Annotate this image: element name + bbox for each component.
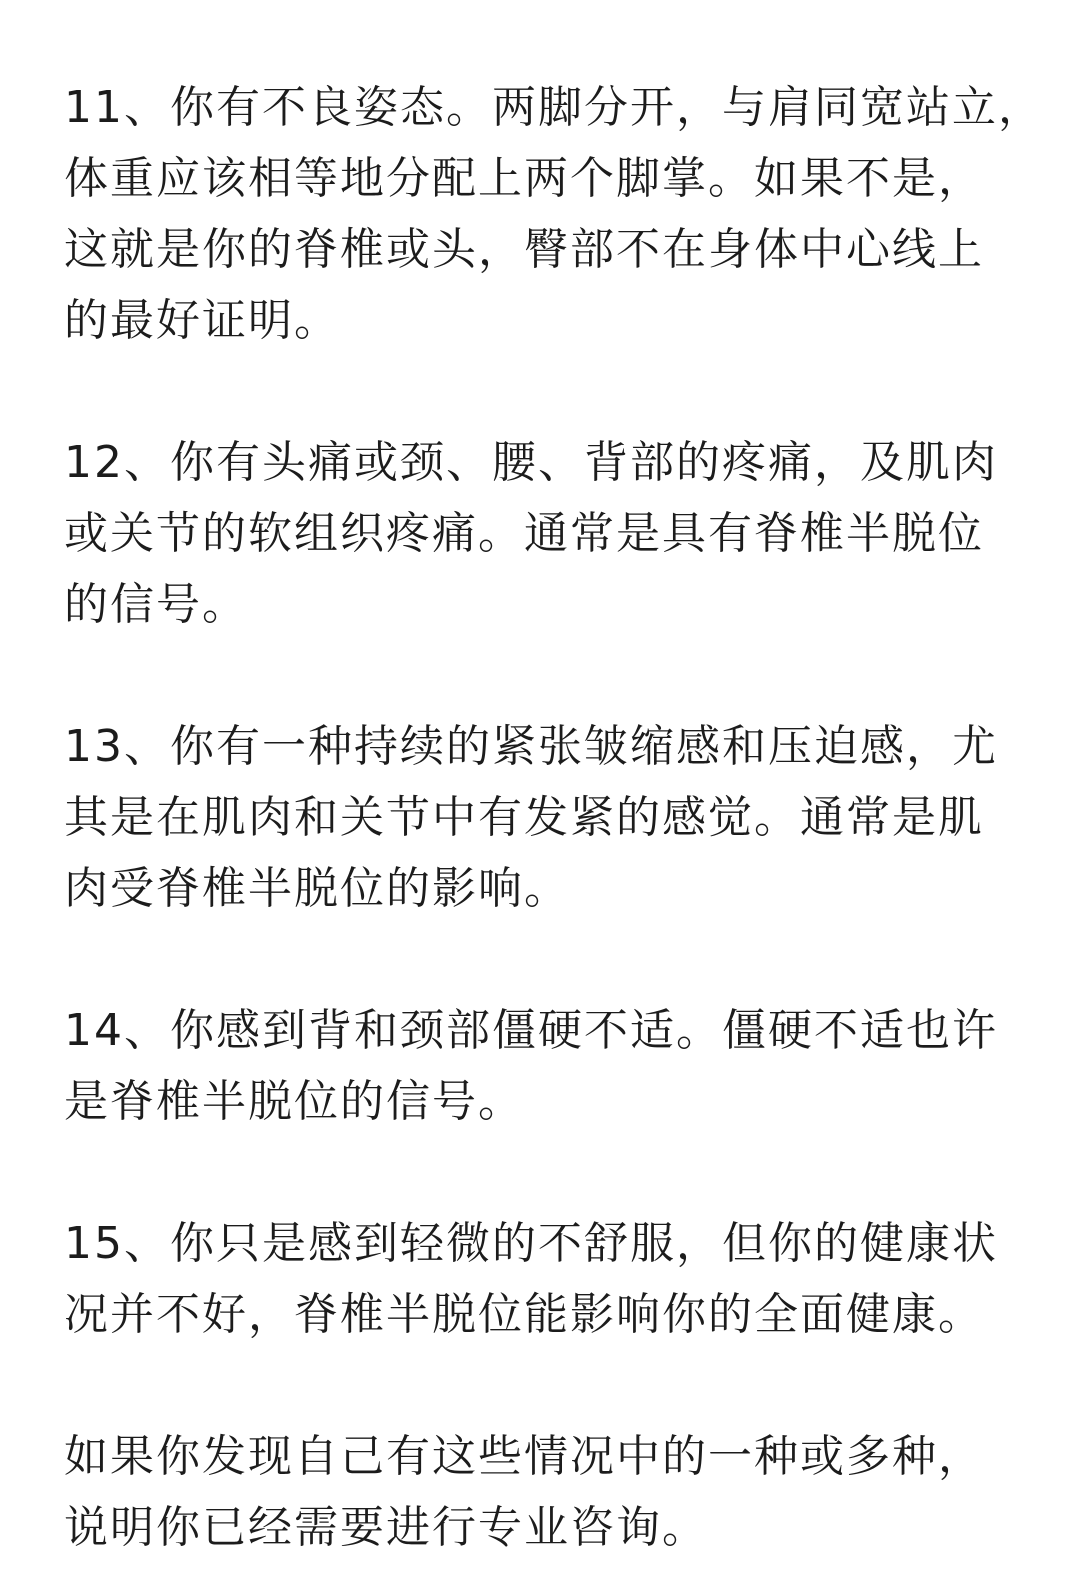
- paragraph-item-13: [64, 711, 998, 924]
- paragraph-line: 或关节的软组织疼痛。通常是具有脊椎半脱位: [64, 508, 984, 559]
- paragraph-item-14: [64, 995, 998, 1137]
- paragraph-line: 12、你有头痛或颈、腰、背部的疼痛，及肌肉: [64, 437, 998, 488]
- paragraph-line: 11、你有不良姿态。两脚分开，与肩同宽站立，: [64, 82, 1044, 133]
- paragraph-line: 况并不好，脊椎半脱位能影响你的全面健康。: [64, 1289, 984, 1340]
- paragraph-item-12: [64, 427, 998, 640]
- paragraph-line: 的信号。: [64, 579, 248, 630]
- paragraph-item-15: [64, 1208, 998, 1350]
- paragraph-line: 体重应该相等地分配上两个脚掌。如果不是，: [64, 153, 984, 204]
- paragraph-line: 是脊椎半脱位的信号。: [64, 1076, 524, 1127]
- paragraph-item-11: [64, 72, 1044, 356]
- paragraph-line: 肉受脊椎半脱位的影响。: [64, 863, 570, 914]
- paragraph-line: 的最好证明。: [64, 295, 340, 346]
- paragraph-line: 说明你已经需要进行专业咨询。: [64, 1502, 708, 1553]
- paragraph-line: 15、你只是感到轻微的不舒服，但你的健康状: [64, 1218, 998, 1269]
- paragraph-conclusion: [64, 1421, 994, 1563]
- paragraph-line: 如果你发现自己有这些情况中的一种或多种，: [64, 1431, 984, 1482]
- paragraph-line: 13、你有一种持续的紧张皱缩感和压迫感，尤: [64, 721, 998, 772]
- paragraph-line: 14、你感到背和颈部僵硬不适。僵硬不适也许: [64, 1005, 998, 1056]
- paragraph-line: 其是在肌肉和关节中有发紧的感觉。通常是肌: [64, 792, 984, 843]
- paragraph-line: 这就是你的脊椎或头，臀部不在身体中心线上: [64, 224, 984, 275]
